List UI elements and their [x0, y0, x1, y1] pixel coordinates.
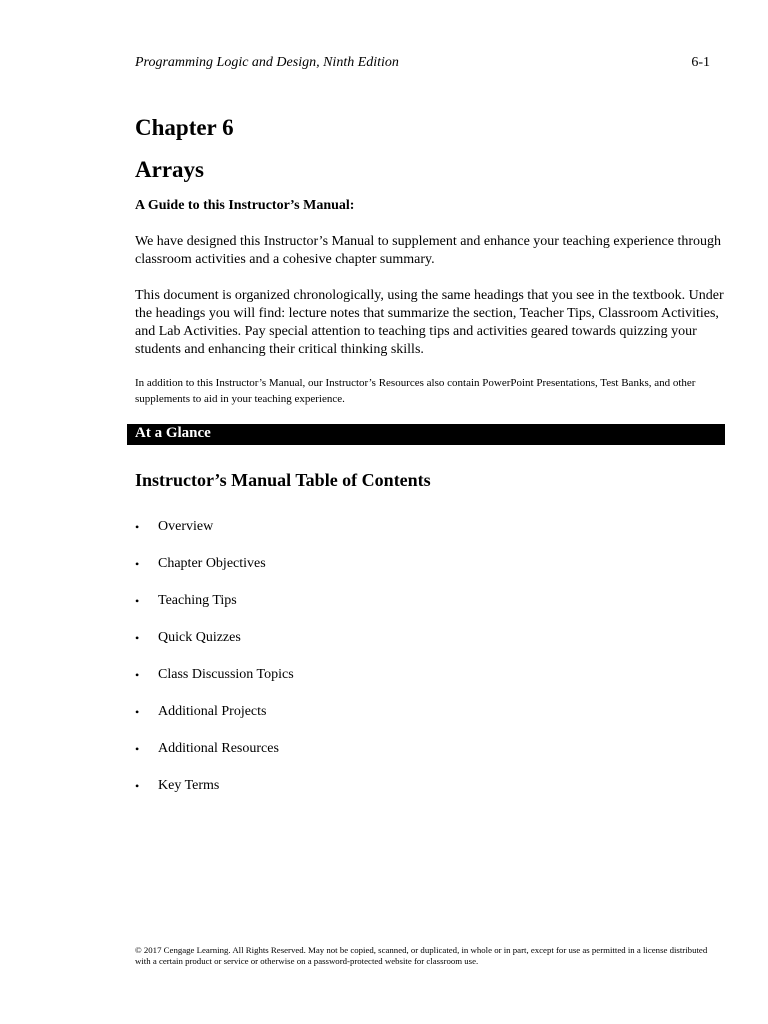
bullet-icon: •: [135, 779, 140, 793]
chapter-number: Chapter 6: [135, 115, 234, 140]
toc-item-label: Quick Quizzes: [158, 630, 241, 645]
intro-paragraph-2: This document is organized chronologically, using the same headings that you see in the textbook. Under the headings you will find: lecture notes that summarize the section, Teacher Tips, Classroom Activities, and Lab Activities. Pay special attention to teaching tips and activities geared towards quizzing your students and enhancing their critical thinking skills.: [135, 288, 724, 357]
toc-item-label: Overview: [158, 519, 214, 534]
toc-item-label: Key Terms: [158, 778, 220, 793]
bullet-icon: •: [135, 742, 140, 756]
section-bar-label: At a Glance: [135, 425, 211, 441]
bullet-icon: •: [135, 594, 140, 608]
toc-item-label: Additional Projects: [158, 704, 267, 719]
guide-heading: A Guide to this Instructor’s Manual:: [135, 198, 355, 213]
intro-paragraph-1: We have designed this Instructor’s Manual to supplement and enhance your teaching experience through classroom activities and a cohesive chapter summary.: [135, 234, 722, 267]
at-a-glance-section-bar: [127, 424, 725, 445]
bullet-icon: •: [135, 668, 140, 682]
running-header-title: Programming Logic and Design, Ninth Edition: [135, 55, 399, 70]
toc-list: [135, 518, 294, 814]
toc-item: [135, 592, 294, 629]
toc-item-label: Class Discussion Topics: [158, 667, 294, 682]
toc-item-label: Chapter Objectives: [158, 556, 266, 571]
bullet-icon: •: [135, 631, 140, 645]
copyright-footer: © 2017 Cengage Learning. All Rights Reserved. May not be copied, scanned, or duplicated, in whole or in part, except for use as permitted in a license distributed with a certain product or service or otherwise on a password-protected website for classroom use.: [135, 945, 708, 966]
toc-item: [135, 703, 294, 740]
bullet-icon: •: [135, 520, 140, 534]
toc-item: [135, 518, 294, 555]
intro-paragraph-3: In addition to this Instructor’s Manual, our Instructor’s Resources also contain PowerPoint Presentations, Test Banks, and other supplements to aid in your teaching experience.: [135, 377, 696, 405]
chapter-title: Arrays: [135, 157, 204, 182]
toc-heading: Instructor’s Manual Table of Contents: [135, 470, 431, 490]
toc-item: [135, 666, 294, 703]
toc-item-label: Teaching Tips: [158, 593, 237, 608]
page-number: 6-1: [691, 55, 710, 70]
toc-item-label: Additional Resources: [158, 741, 279, 756]
toc-item: [135, 777, 294, 814]
toc-item: [135, 555, 294, 592]
toc-item: [135, 629, 294, 666]
bullet-icon: •: [135, 557, 140, 571]
bullet-icon: •: [135, 705, 140, 719]
toc-item: [135, 740, 294, 777]
